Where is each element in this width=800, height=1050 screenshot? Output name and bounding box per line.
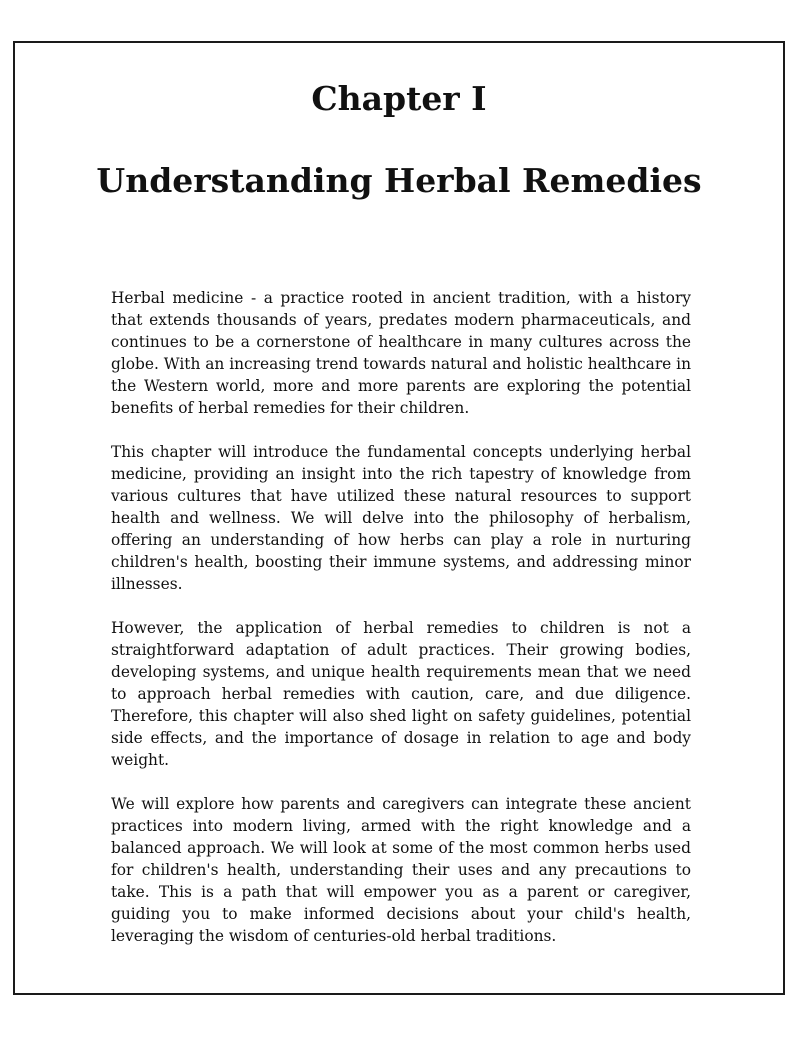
paragraph-4: We will explore how parents and caregivers can integrate these ancient practices into modern living, armed with the right knowledge and a balanced approach. We will look at some of the most common herbs used for children's health, understanding their uses and any precautions to take. This is a path that will empower you as a parent or caregiver, guiding you to make informed decisions about your child's health, leveraging the wisdom of centuries-old herbal traditions. (111, 795, 691, 945)
page-frame (13, 41, 785, 995)
chapter-title: Understanding Herbal Remedies (96, 161, 702, 200)
chapter-label: Chapter I (311, 79, 487, 118)
chapter-body (111, 287, 691, 969)
paragraph-1: Herbal medicine - a practice rooted in ancient tradition, with a history that extends thousands of years, predates modern pharmaceuticals, and continues to be a cornerstone of healthcare in many cultures across the globe. With an increasing trend towards natural and holistic healthcare in the Western world, more and more parents are exploring the potential benefits of herbal remedies for their children. (111, 289, 692, 417)
paragraph-3: However, the application of herbal remedies to children is not a straightforward adaptation of adult practices. Their growing bodies, developing systems, and unique health requirements mean that we need to approach herbal remedies with caution, care, and due diligence. Therefore, this chapter will also shed light on safety guidelines, potential side effects, and the importance of dosage in relation to age and body weight. (111, 619, 691, 769)
paragraph-2: This chapter will introduce the fundamental concepts underlying herbal medicine, providing an insight into the rich tapestry of knowledge from various cultures that have utilized these natural resources to support health and wellness. We will delve into the philosophy of herbalism, offering an understanding of how herbs can play a role in nurturing children's health, boosting their immune systems, and addressing minor illnesses. (111, 443, 691, 593)
